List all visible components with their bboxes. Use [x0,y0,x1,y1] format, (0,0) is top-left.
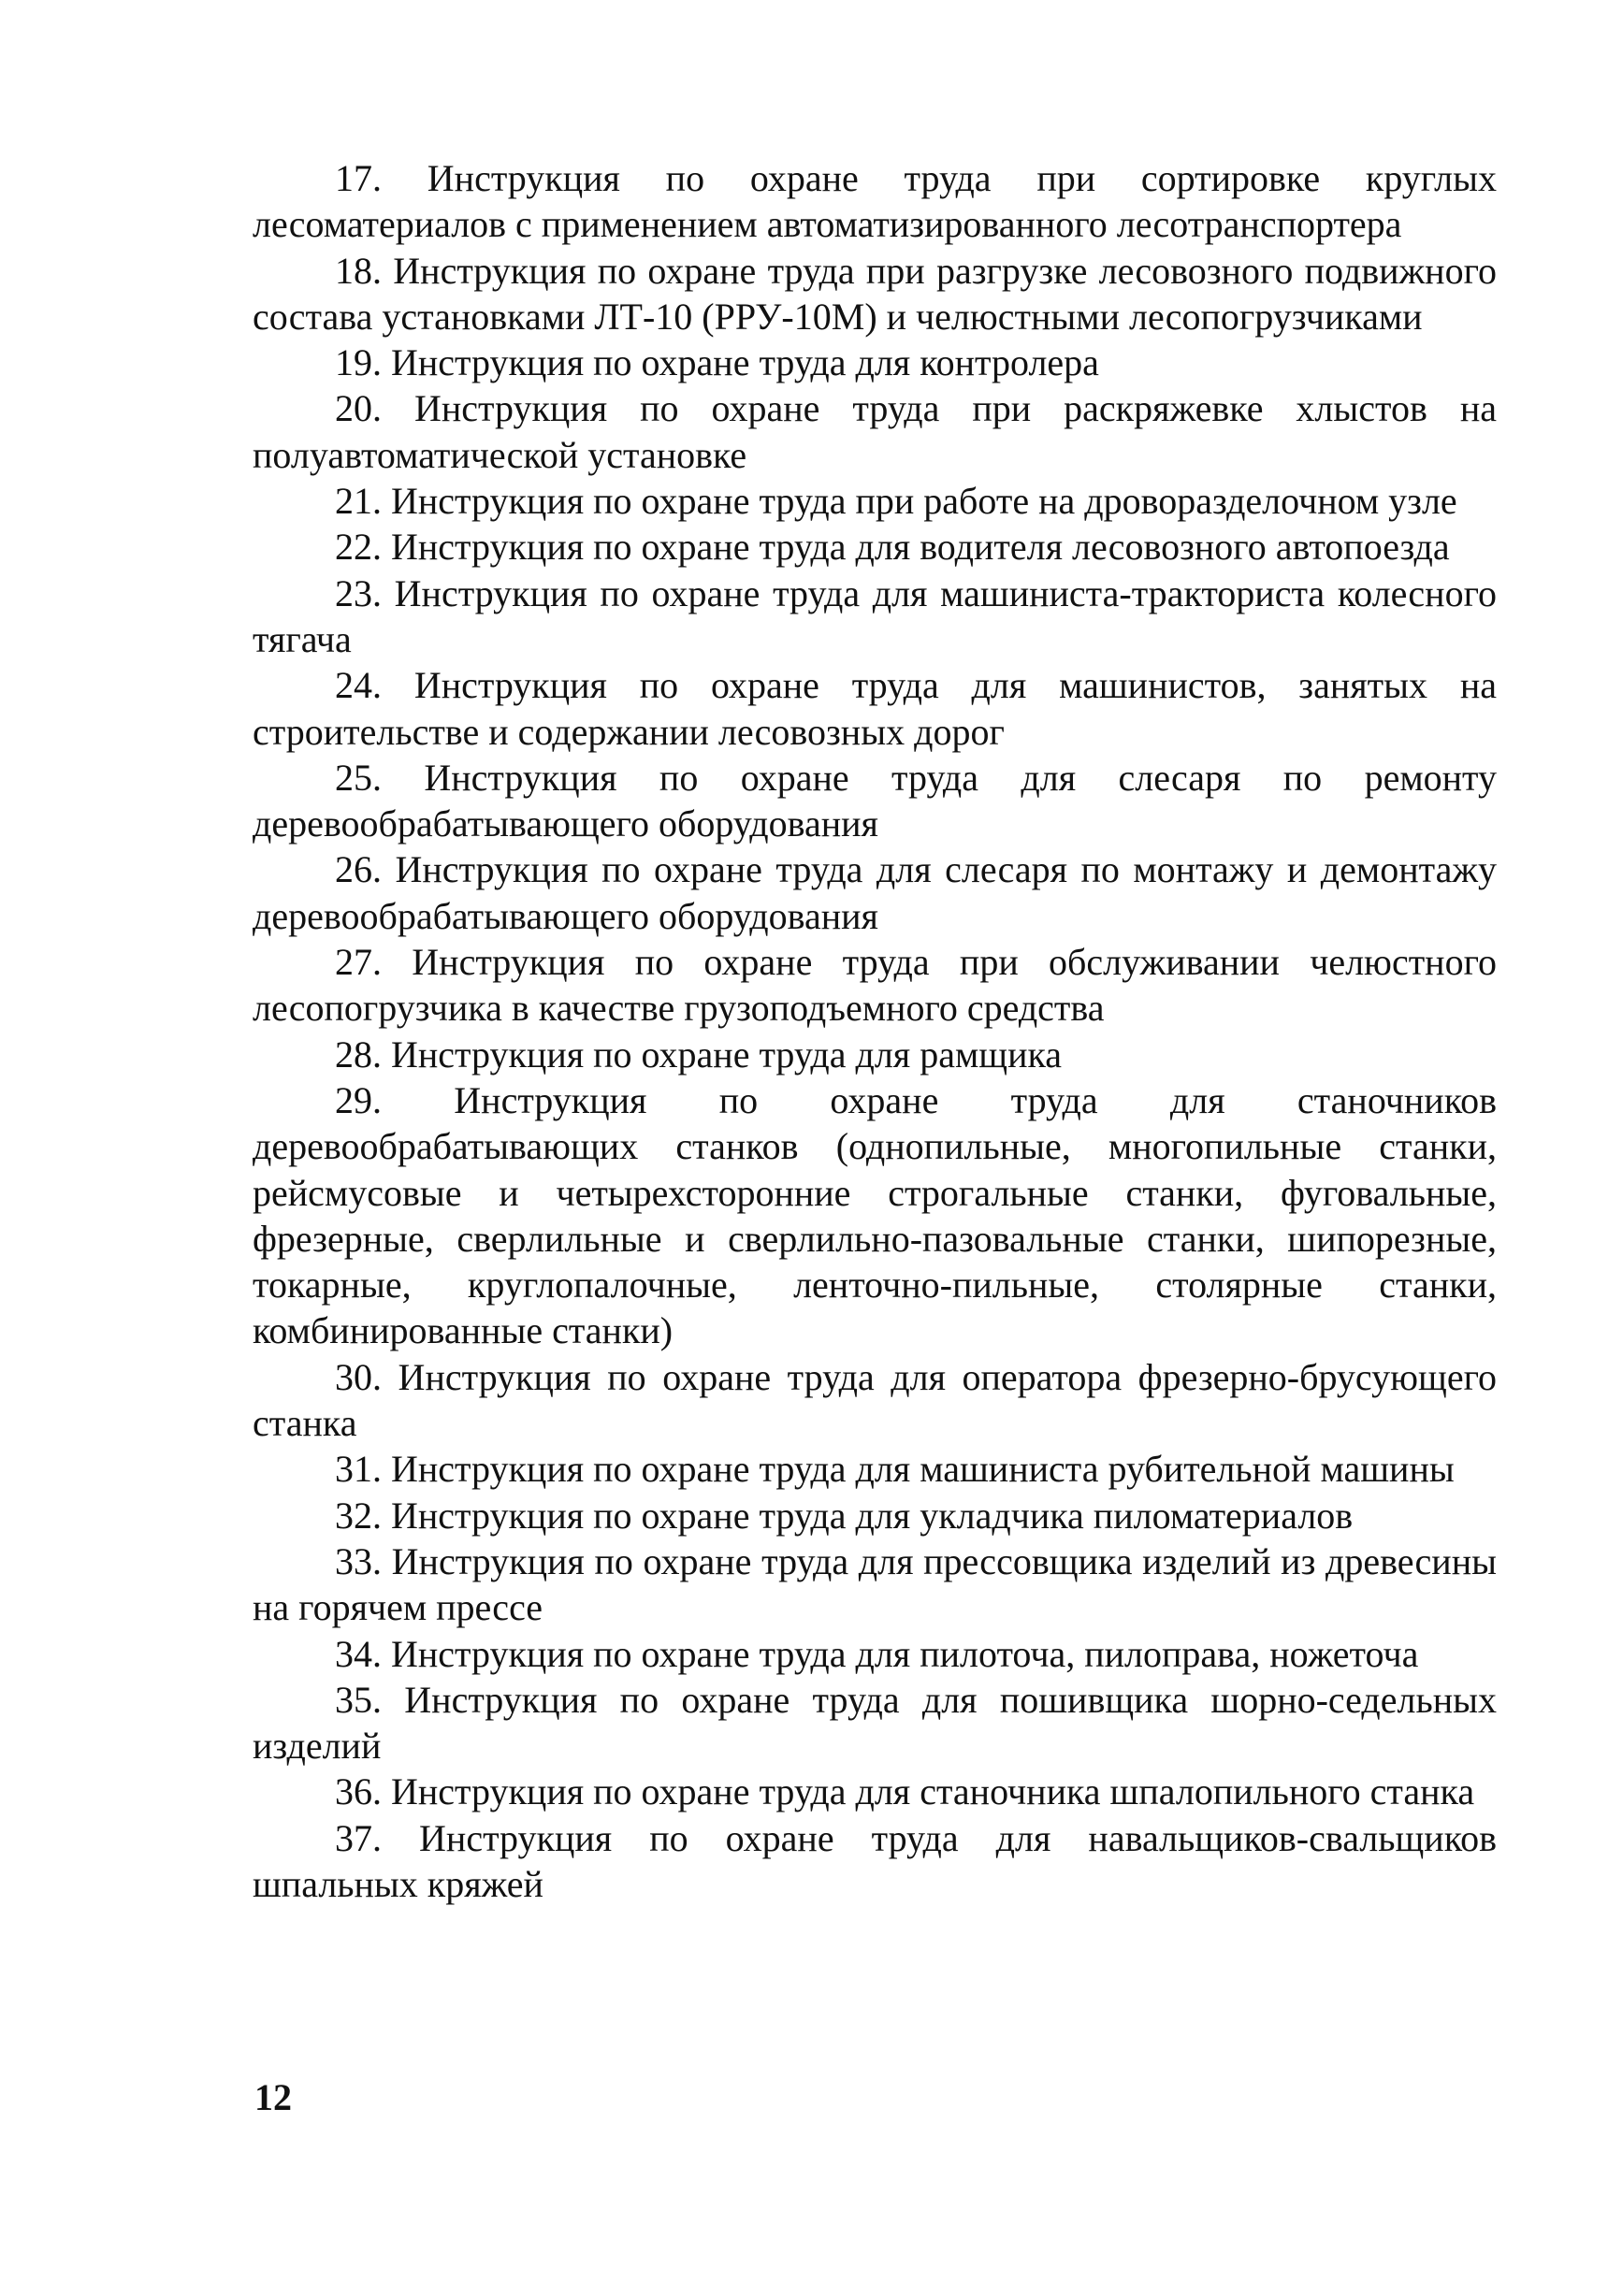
list-item: 36. Инструкция по охране труда для станочника шпалопильного станка [335,1770,1475,1813]
list-item: 24. Инструкция по охране труда для машинистов, занятых на строительстве и содержании лесовозных дорог [253,664,1497,753]
list-item: 20. Инструкция по охране труда при раскряжевке хлыстов на полуавтоматической установке [253,387,1497,476]
list-item: 32. Инструкция по охране труда для укладчика пиломатериалов [335,1494,1354,1537]
list-item: 18. Инструкция по охране труда при разгрузке лесовозного подвижного состава установками ЛТ-10 (РРУ-10М) и челюстными лесопогрузчиками [253,249,1497,338]
document-body [253,155,1497,2166]
list-item: 31. Инструкция по охране труда для машиниста рубительной машины [335,1448,1455,1491]
list-item: 22. Инструкция по охране труда для водителя лесовозного автопоезда [335,526,1450,569]
list-item: 28. Инструкция по охране труда для рамщика [335,1032,1063,1076]
list-item: 34. Инструкция по охране труда для пилоточа, пилоправа, ножеточа [335,1632,1419,1675]
list-item: 19. Инструкция по охране труда для контролера [335,341,1099,384]
list-item: 37. Инструкция по охране труда для навальщиков-свальщиков шпальных кряжей [253,1816,1497,1905]
list-item: 21. Инструкция по охране труда при работе на дроворазделочном узле [335,480,1457,523]
list-item: 25. Инструкция по охране труда для слесаря по ремонту деревообрабатывающего оборудования [253,756,1497,845]
list-item: 30. Инструкция по охране труда для оператора фрезерно-брусующего станка [253,1355,1497,1445]
list-item: 23. Инструкция по охране труда для машиниста-тракториста колесного тягача [253,571,1497,660]
page-number: 12 [254,2076,292,2118]
list-item: 35. Инструкция по охране труда для пошивщика шорно-седельных изделий [253,1678,1497,1768]
list-item: 33. Инструкция по охране труда для прессовщика изделий из древесины на горячем прессе [253,1539,1497,1629]
list-item: 29. Инструкция по охране труда для станочников деревообрабатывающих станков (однопильные, многопильные станки, рейсмусовые и четырехсторонние строгальные станки, фуговальные, фрезерные, сверлильные и сверлильно-пазовальные станки, шипорезные, токарные, круглопалочные, ленточно-пильные, столярные станки, комбинированные станки) [253,1078,1497,1352]
list-item: 26. Инструкция по охране труда для слесаря по монтажу и демонтажу деревообрабатывающего оборудования [253,848,1497,937]
list-item: 17. Инструкция по охране труда при сортировке круглых лесоматериалов с применением автоматизированного лесотранспортера [253,157,1497,246]
list-item: 27. Инструкция по охране труда при обслуживании челюстного лесопогрузчика в качестве грузоподъемного средства [253,941,1497,1030]
